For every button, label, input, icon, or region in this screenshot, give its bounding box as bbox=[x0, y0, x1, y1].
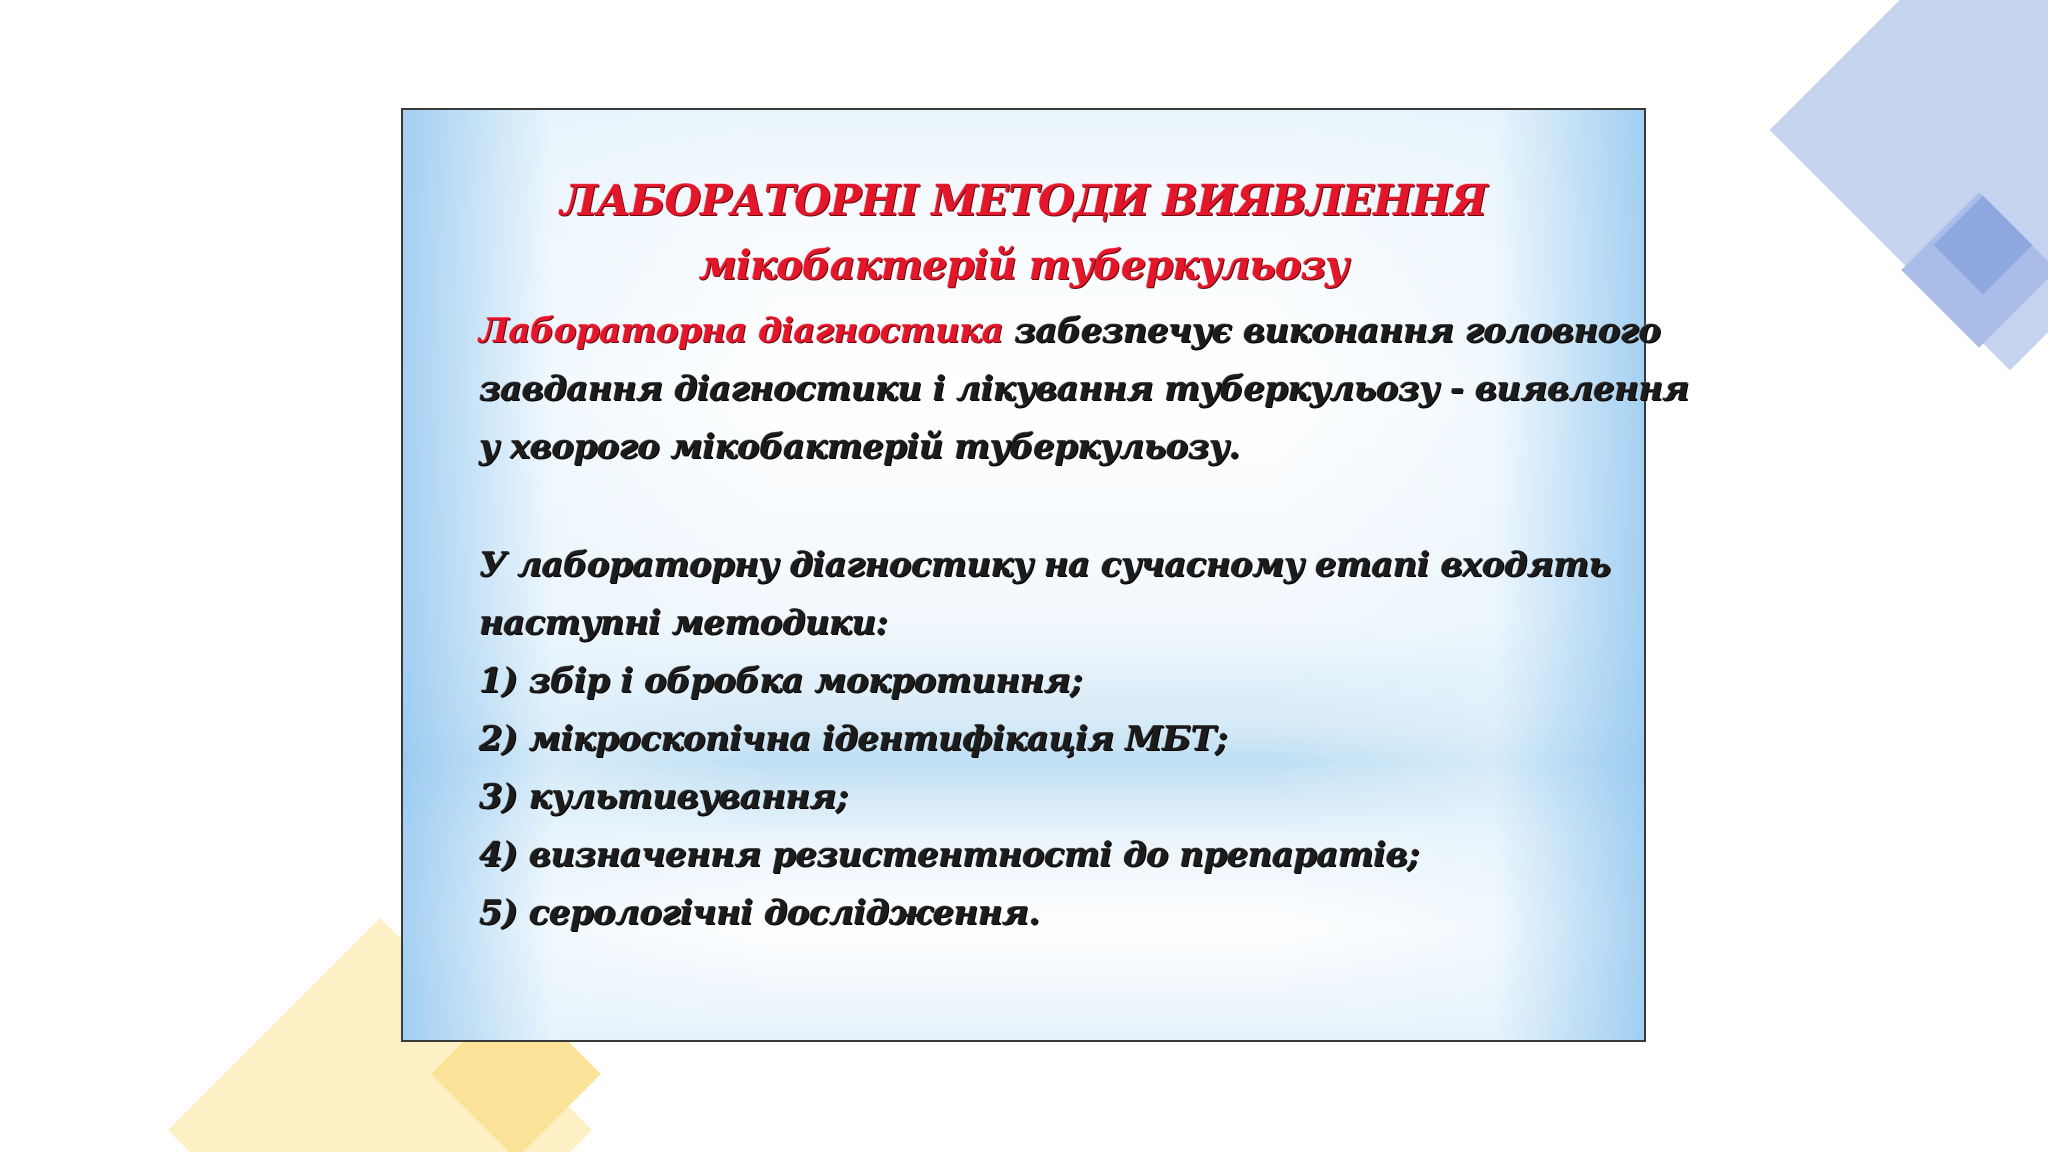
intro-line-1-rest: забезпечує виконання головного bbox=[1003, 311, 1661, 351]
method-item: 4) визначення резистентності до препаратів; bbox=[479, 835, 1420, 875]
slide-title: ЛАБОРАТОРНІ МЕТОДИ ВИЯВЛЕННЯ bbox=[560, 176, 1487, 225]
method-item: 3) культивування; bbox=[479, 777, 848, 817]
intro-line-2: завдання діагностики і лікування туберкульозу - виявлення bbox=[479, 369, 1689, 409]
methods-intro-line-2: наступні методики: bbox=[479, 603, 888, 643]
method-item: 2) мікроскопічна ідентифікація МБТ; bbox=[479, 719, 1228, 759]
slide-image bbox=[401, 108, 1689, 1042]
methods-section bbox=[479, 536, 1611, 942]
intro-paragraph bbox=[479, 302, 1689, 476]
intro-line-3: у хворого мікобактерій туберкульозу. bbox=[479, 427, 1240, 467]
methods-intro-line-1: У лабораторну діагностику на сучасному етапі входять bbox=[479, 545, 1611, 585]
method-item: 5) серологічні дослідження. bbox=[479, 893, 1040, 933]
slide-subtitle: мікобактерій туберкульозу bbox=[698, 242, 1349, 289]
method-item: 1) збір і обробка мокротиння; bbox=[479, 661, 1083, 701]
intro-line-1 bbox=[479, 302, 1661, 360]
intro-highlight: Лабораторна діагностика bbox=[479, 311, 1004, 351]
